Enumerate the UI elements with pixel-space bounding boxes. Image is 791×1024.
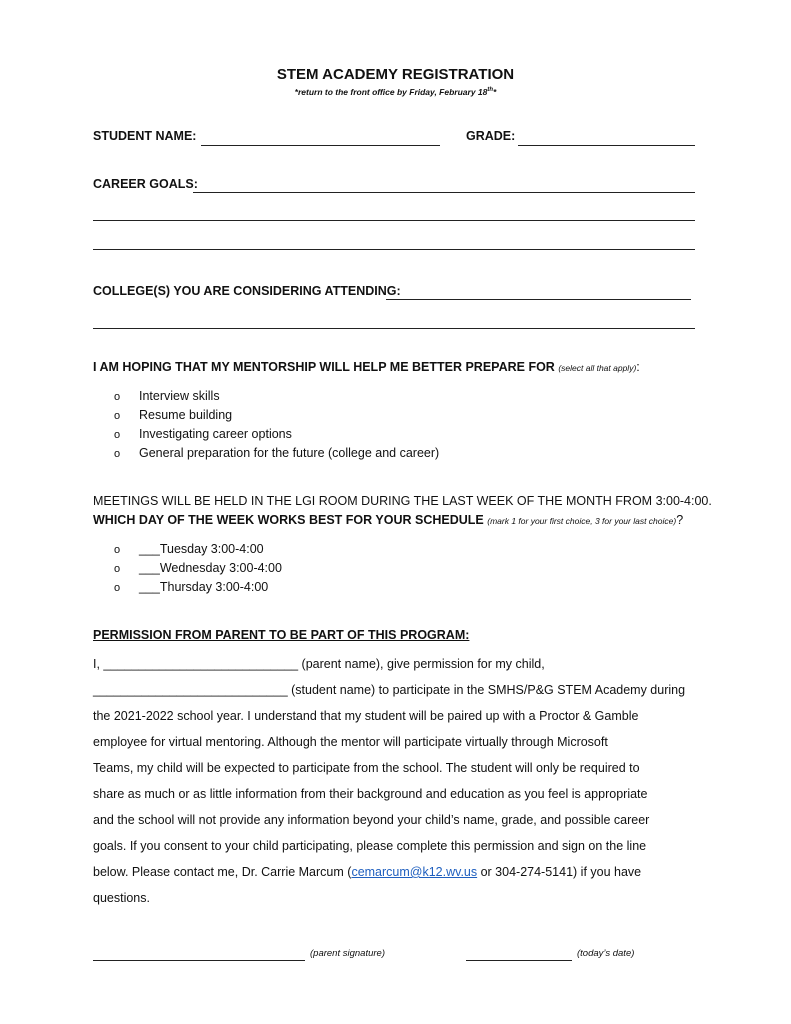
bullet-circle-icon: o bbox=[114, 410, 121, 422]
schedule-question-text: WHICH DAY OF THE WEEK WORKS BEST FOR YOUR SCHEDULE bbox=[93, 513, 484, 527]
bullet-circle-icon: o bbox=[114, 582, 121, 594]
mentorship-option-label: Investigating career options bbox=[139, 427, 292, 441]
email-link[interactable]: cemarcum@k12.wv.us bbox=[351, 865, 478, 879]
parent-signature-field[interactable] bbox=[93, 960, 305, 961]
contact-text: below. Please contact me, Dr. Carrie Marcum ( bbox=[93, 865, 352, 879]
mentorship-heading bbox=[93, 360, 640, 374]
permission-paragraph-line: I, ____________________________ (parent name), give permission for my child, bbox=[93, 657, 545, 671]
permission-paragraph-line: share as much or as little information from their background and education as you feel is appropriate bbox=[93, 787, 648, 801]
asterisk: * bbox=[493, 87, 497, 97]
form-title: STEM ACADEMY REGISTRATION bbox=[276, 66, 515, 83]
mentorship-option-label: Interview skills bbox=[139, 389, 220, 403]
return-instructions-text: *return to the front office by Friday, February 18 bbox=[294, 87, 488, 97]
mentorship-option[interactable] bbox=[114, 427, 292, 441]
career-goals-field-line-2[interactable] bbox=[93, 220, 695, 221]
permission-paragraph-line: employee for virtual mentoring. Although the mentor will participate virtually through Microsoft bbox=[93, 735, 608, 749]
mentorship-option[interactable] bbox=[114, 389, 220, 403]
permission-paragraph-line: Teams, my child will be expected to participate from the school. The student will only be required to bbox=[93, 761, 640, 775]
schedule-note: (mark 1 for your first choice, 3 for your last choice) bbox=[487, 516, 677, 526]
day-option[interactable] bbox=[114, 542, 264, 556]
mentorship-colon: : bbox=[636, 360, 640, 374]
career-goals-field-line-1[interactable] bbox=[193, 192, 695, 193]
mentorship-option-label: Resume building bbox=[139, 408, 233, 422]
ordinal-suffix: th bbox=[487, 87, 494, 94]
bullet-circle-icon: o bbox=[114, 544, 121, 556]
schedule-question bbox=[93, 513, 683, 527]
day-option-label: ___Tuesday 3:00-4:00 bbox=[139, 542, 264, 556]
colleges-field-line-1[interactable] bbox=[386, 299, 691, 300]
permission-paragraph-line: goals. If you consent to your child participating, please complete this permission and sign on the line bbox=[93, 839, 647, 853]
permission-paragraph-line bbox=[93, 865, 641, 879]
colleges-label: COLLEGE(S) YOU ARE CONSIDERING ATTENDING: bbox=[93, 284, 401, 298]
day-option[interactable] bbox=[114, 580, 268, 594]
permission-paragraph-line: questions. bbox=[93, 891, 150, 905]
parent-signature-label: (parent signature) bbox=[310, 948, 385, 959]
bullet-circle-icon: o bbox=[114, 448, 121, 460]
mentorship-option[interactable] bbox=[114, 408, 232, 422]
grade-label: GRADE: bbox=[466, 129, 516, 143]
permission-heading: PERMISSION FROM PARENT TO BE PART OF THIS PROGRAM: bbox=[93, 628, 470, 642]
day-option[interactable] bbox=[114, 561, 282, 575]
day-option-label: ___Thursday 3:00-4:00 bbox=[139, 580, 269, 594]
career-goals-label: CAREER GOALS: bbox=[93, 177, 198, 191]
permission-paragraph-line: the 2021-2022 school year. I understand that my student will be paired up with a Proctor & Gamble bbox=[93, 709, 639, 723]
grade-field[interactable] bbox=[518, 145, 695, 146]
bullet-circle-icon: o bbox=[114, 391, 121, 403]
date-field[interactable] bbox=[466, 960, 572, 961]
bullet-circle-icon: o bbox=[114, 429, 121, 441]
permission-paragraph-line: ____________________________ (student name) to participate in the SMHS/P&G STEM Academy during bbox=[93, 683, 686, 697]
mentorship-note: (select all that apply) bbox=[558, 363, 637, 373]
student-name-field[interactable] bbox=[201, 145, 440, 146]
question-mark: ? bbox=[676, 513, 684, 527]
contact-phone-text: or 304-274-5141) if you have bbox=[477, 865, 642, 879]
mentorship-option[interactable] bbox=[114, 446, 439, 460]
date-label: (today’s date) bbox=[577, 948, 635, 959]
colleges-field-line-2[interactable] bbox=[93, 328, 695, 329]
mentorship-heading-text: I AM HOPING THAT MY MENTORSHIP WILL HELP ME BETTER PREPARE FOR bbox=[93, 360, 555, 374]
permission-paragraph-line: and the school will not provide any information beyond your child’s name, grade, and possible career bbox=[93, 813, 650, 827]
return-instructions bbox=[0, 87, 791, 97]
day-option-label: ___Wednesday 3:00-4:00 bbox=[139, 561, 282, 575]
student-name-label: STUDENT NAME: bbox=[93, 129, 197, 143]
mentorship-option-label: General preparation for the future (college and career) bbox=[139, 446, 440, 460]
career-goals-field-line-3[interactable] bbox=[93, 249, 695, 250]
bullet-circle-icon: o bbox=[114, 563, 121, 575]
meetings-info: MEETINGS WILL BE HELD IN THE LGI ROOM DURING THE LAST WEEK OF THE MONTH FROM 3:00-4:00. bbox=[93, 494, 712, 508]
